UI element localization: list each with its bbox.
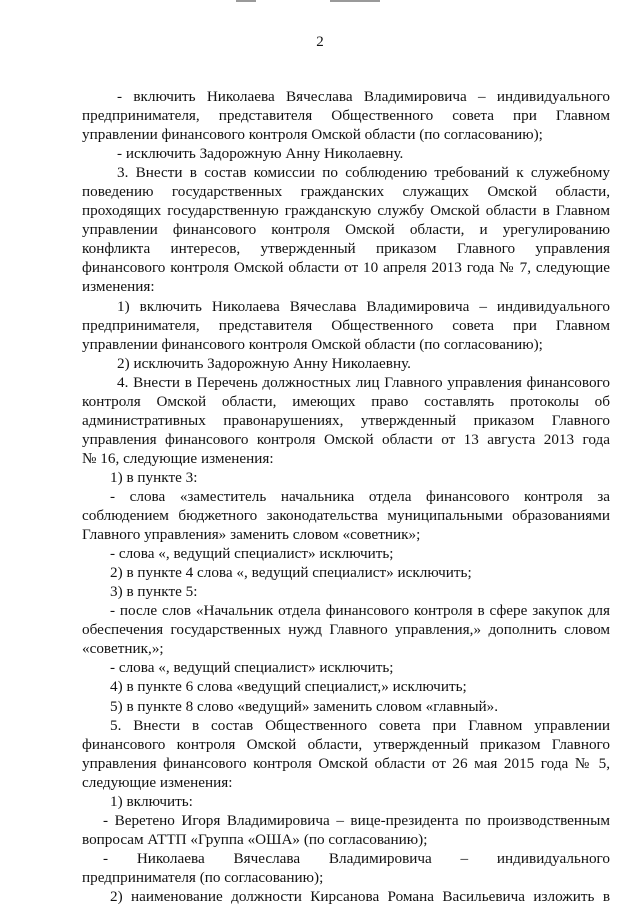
text-line: - слова «, ведущий специалист» исключить; bbox=[110, 659, 394, 677]
text-line: 1) включить Николаева Вячеслава Владимировича – индивидуального bbox=[117, 297, 610, 315]
text-line: 2) наименование должности Кирсанова Романа Васильевича изложить в bbox=[110, 887, 610, 905]
document-body bbox=[82, 87, 610, 906]
text-line: предпринимателя, представителя Общественного совета при Главном bbox=[82, 316, 610, 334]
text-line: предпринимателя, представителя Общественного совета при Главном bbox=[82, 107, 610, 125]
scan-mark bbox=[236, 0, 256, 2]
text-line: № 16, следующие изменения: bbox=[82, 449, 274, 467]
text-line: 1) включить: bbox=[110, 792, 193, 810]
text-line: - после слов «Начальник отдела финансового контроля в сфере закупок для bbox=[110, 602, 610, 620]
scan-mark bbox=[330, 0, 380, 2]
text-line: - Веретено Игоря Владимировича – вице-президента по производственным bbox=[103, 811, 610, 829]
text-line: - исключить Задорожную Анну Николаевну. bbox=[117, 145, 404, 163]
text-line: финансового контроля Омской области от 10 апреля 2013 года № 7, следующие bbox=[82, 259, 610, 277]
text-line: обеспечения государственных нужд Главного управления,» дополнить словом bbox=[82, 621, 610, 639]
text-line: Главного управления» заменить словом «советник»; bbox=[82, 526, 421, 544]
text-line: финансового контроля Омской области, утвержденный приказом Главного bbox=[82, 735, 610, 753]
text-line: 4. Внести в Перечень должностных лиц Главного управления финансового bbox=[117, 373, 610, 391]
text-line: 5. Внести в состав Общественного совета при Главном управлении bbox=[110, 716, 610, 734]
text-line: конфликта интересов, утвержденный приказом Главного управления bbox=[82, 240, 610, 258]
text-line: 3) в пункте 5: bbox=[110, 583, 198, 601]
text-line: - включить Николаева Вячеслава Владимировича – индивидуального bbox=[117, 88, 610, 105]
text-line: 2) в пункте 4 слова «, ведущий специалист» исключить; bbox=[110, 564, 472, 582]
text-line: изменения: bbox=[82, 278, 155, 296]
text-line: управления финансового контроля Омской области от 13 августа 2013 года bbox=[82, 430, 610, 448]
text-line: «советник,»; bbox=[82, 640, 164, 658]
text-line: 5) в пункте 8 слово «ведущий» заменить словом «главный». bbox=[110, 697, 499, 715]
text-line: следующие изменения: bbox=[82, 773, 233, 791]
text-line: вопросам АТТП «Группа «ОША» (по согласованию); bbox=[82, 830, 428, 848]
page-number: 2 bbox=[316, 34, 324, 50]
text-line: 1) в пункте 3: bbox=[110, 468, 198, 486]
text-line: управления финансового контроля Омской области от 26 мая 2015 года № 5, bbox=[82, 754, 610, 772]
text-line: - слова «, ведущий специалист» исключить; bbox=[110, 545, 394, 563]
text-line: контроля Омской области, имеющих право составлять протоколы об bbox=[82, 392, 610, 410]
text-line: управлении финансового контроля Омской области (по согласованию); bbox=[82, 126, 543, 144]
text-line: - слова «заместитель начальника отдела финансового контроля за bbox=[110, 487, 610, 505]
text-line: поведению государственных гражданских служащих Омской области, bbox=[82, 183, 610, 201]
text-line: соблюдением бюджетного законодательства муниципальными образованиями bbox=[82, 507, 610, 525]
text-line: предпринимателя (по согласованию); bbox=[82, 868, 324, 886]
text-line: управлении финансового контроля Омской области, и урегулированию bbox=[82, 221, 610, 239]
text-line: административных правонарушениях, утвержденный приказом Главного bbox=[82, 411, 610, 429]
text-line: 3. Внести в состав комиссии по соблюдению требований к служебному bbox=[117, 164, 610, 182]
text-line: 2) исключить Задорожную Анну Николаевну. bbox=[117, 354, 411, 372]
text-line: - Николаева Вячеслава Владимировича – индивидуального bbox=[103, 849, 610, 867]
text-line: 4) в пункте 6 слова «ведущий специалист,» исключить; bbox=[110, 678, 467, 696]
text-line: управлении финансового контроля Омской области (по согласованию); bbox=[82, 335, 543, 353]
text-line: проходящих государственную гражданскую службу Омской области в Главном bbox=[82, 202, 610, 220]
